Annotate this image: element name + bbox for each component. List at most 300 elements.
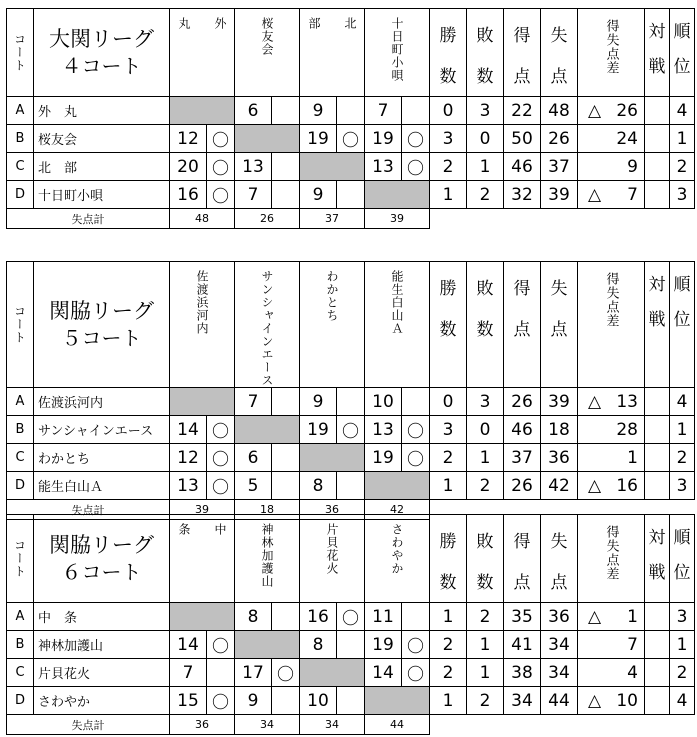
match-value <box>645 472 670 500</box>
team-column-header <box>170 515 235 603</box>
match-score: 9 <box>300 97 337 125</box>
win-mark: 〇 <box>207 631 235 659</box>
match-score: 10 <box>300 687 337 715</box>
rank-header <box>670 262 695 388</box>
losses-header <box>467 9 504 97</box>
team-column-header <box>365 9 430 97</box>
match-score: 19 <box>365 444 402 472</box>
points-against-header <box>541 262 578 388</box>
point-diff-cell <box>578 444 645 472</box>
team-row <box>7 97 695 125</box>
win-mark: 〇 <box>337 603 365 631</box>
match-value <box>645 659 670 687</box>
team-name: 十日町小唄 <box>34 181 170 209</box>
win-mark <box>337 388 365 416</box>
points-against-total: 34 <box>235 715 300 735</box>
match-header <box>645 515 670 603</box>
win-mark <box>272 687 300 715</box>
diff-header <box>578 9 645 97</box>
win-mark: 〇 <box>402 631 430 659</box>
self-match-cell <box>235 631 300 659</box>
points-against-value: 39 <box>541 181 578 209</box>
blank-area <box>430 715 695 735</box>
points-for-header-char: 点 <box>513 320 531 340</box>
match-score: 5 <box>235 472 272 500</box>
losses-value: 0 <box>467 125 504 153</box>
point-diff-value: 7 <box>627 634 638 655</box>
team-column-label: わかとち <box>325 270 339 322</box>
points-against-value: 42 <box>541 472 578 500</box>
match-header <box>645 262 670 388</box>
team-row <box>7 444 695 472</box>
points-for-header <box>504 9 541 97</box>
win-mark <box>337 472 365 500</box>
team-column-header <box>170 262 235 388</box>
points-against-total: 26 <box>235 209 300 229</box>
win-mark: 〇 <box>207 181 235 209</box>
wins-value: 2 <box>430 444 467 472</box>
point-diff-cell <box>578 181 645 209</box>
match-header-char: 戦 <box>648 310 666 330</box>
win-mark <box>272 97 300 125</box>
team-column-label: 神林加護山 <box>260 523 274 588</box>
points-against-total: 48 <box>170 209 235 229</box>
match-score: 6 <box>235 97 272 125</box>
win-mark: 〇 <box>402 153 430 181</box>
match-header-char: 対 <box>648 275 666 295</box>
header-row <box>7 515 695 603</box>
court-letter: D <box>7 181 34 209</box>
match-score: 13 <box>365 153 402 181</box>
match-value <box>645 631 670 659</box>
match-header-char: 対 <box>648 22 666 42</box>
team-name: 能生白山Ａ <box>34 472 170 500</box>
team-row <box>7 603 695 631</box>
negative-mark: △ <box>588 184 602 205</box>
point-diff-cell <box>578 631 645 659</box>
match-score: 16 <box>170 181 207 209</box>
rank-value: 1 <box>670 125 695 153</box>
league-title-cell <box>34 9 170 97</box>
league-court: ５コート <box>61 326 142 351</box>
court-letter: B <box>7 125 34 153</box>
match-score: 14 <box>365 659 402 687</box>
points-for-value: 26 <box>504 472 541 500</box>
league-table <box>6 261 695 520</box>
win-mark <box>402 97 430 125</box>
team-column-header <box>235 9 300 97</box>
match-score: 6 <box>235 444 272 472</box>
league-court: ６コート <box>61 560 142 585</box>
diff-header-label: 得失点差 <box>603 525 619 581</box>
point-diff-value: 24 <box>616 128 638 149</box>
diff-header <box>578 515 645 603</box>
court-letter: A <box>7 603 34 631</box>
match-value <box>645 603 670 631</box>
match-score: 19 <box>365 125 402 153</box>
wins-value: 3 <box>430 416 467 444</box>
negative-mark: △ <box>588 100 602 121</box>
match-score: 8 <box>300 631 337 659</box>
match-score: 14 <box>170 416 207 444</box>
match-score: 17 <box>235 659 272 687</box>
team-column-label: 北 部 <box>307 17 357 30</box>
self-match-cell <box>365 687 430 715</box>
point-diff-cell <box>578 97 645 125</box>
point-diff-value: 28 <box>616 419 638 440</box>
team-name: 外 丸 <box>34 97 170 125</box>
points-against-header-char: 点 <box>550 67 568 87</box>
points-against-value: 36 <box>541 603 578 631</box>
losses-header-char: 数 <box>476 573 494 593</box>
point-diff-value: 16 <box>616 475 638 496</box>
match-value <box>645 416 670 444</box>
league-court: ４コート <box>61 54 142 79</box>
win-mark <box>207 659 235 687</box>
wins-header-char: 数 <box>439 573 457 593</box>
match-score: 15 <box>170 687 207 715</box>
wins-header <box>430 515 467 603</box>
points-for-value: 32 <box>504 181 541 209</box>
match-score: 9 <box>235 687 272 715</box>
team-row <box>7 153 695 181</box>
team-column-header <box>300 262 365 388</box>
win-mark: 〇 <box>207 444 235 472</box>
points-for-header-char: 点 <box>513 67 531 87</box>
points-against-header-char: 失 <box>550 26 568 46</box>
points-against-total-label: 失点計 <box>7 500 170 520</box>
court-header-label: コート <box>12 33 27 72</box>
team-column-label: 十日町小唄 <box>390 17 404 82</box>
match-value <box>645 97 670 125</box>
wins-value: 0 <box>430 97 467 125</box>
losses-header-char: 数 <box>476 320 494 340</box>
point-diff-value: 9 <box>627 156 638 177</box>
point-diff-value: 1 <box>627 447 638 468</box>
header-row <box>7 262 695 388</box>
points-for-value: 46 <box>504 416 541 444</box>
points-against-header-char: 点 <box>550 573 568 593</box>
match-score: 8 <box>235 603 272 631</box>
losses-value: 2 <box>467 181 504 209</box>
losses-value: 0 <box>467 416 504 444</box>
rank-header <box>670 515 695 603</box>
win-mark: 〇 <box>402 125 430 153</box>
points-for-value: 22 <box>504 97 541 125</box>
negative-mark: △ <box>588 606 602 627</box>
league-title: 関脇リーグ <box>49 298 154 323</box>
win-mark <box>272 472 300 500</box>
match-header-char: 戦 <box>648 563 666 583</box>
court-header <box>7 515 34 603</box>
match-score: 11 <box>365 603 402 631</box>
points-against-value: 36 <box>541 444 578 472</box>
match-score: 14 <box>170 631 207 659</box>
court-header-label: コート <box>12 305 27 344</box>
wins-value: 2 <box>430 631 467 659</box>
points-against-header-char: 点 <box>550 320 568 340</box>
win-mark: 〇 <box>207 687 235 715</box>
league-title: 大関リーグ <box>49 26 154 51</box>
points-against-total-row <box>7 209 695 229</box>
match-score: 13 <box>235 153 272 181</box>
team-column-header <box>235 262 300 388</box>
match-value <box>645 125 670 153</box>
match-score: 10 <box>365 388 402 416</box>
win-mark: 〇 <box>402 444 430 472</box>
match-header-char: 対 <box>648 528 666 548</box>
points-against-header-char: 失 <box>550 279 568 299</box>
self-match-cell <box>170 97 235 125</box>
team-column-label: 桜友会 <box>260 17 274 56</box>
team-row <box>7 388 695 416</box>
negative-mark: △ <box>588 690 602 711</box>
rank-header-char: 順 <box>673 275 691 295</box>
points-against-total-row <box>7 715 695 735</box>
win-mark: 〇 <box>337 125 365 153</box>
points-for-value: 35 <box>504 603 541 631</box>
win-mark <box>337 631 365 659</box>
header-row <box>7 9 695 97</box>
match-score: 12 <box>170 444 207 472</box>
match-value <box>645 388 670 416</box>
self-match-cell <box>170 603 235 631</box>
negative-mark: △ <box>588 475 602 496</box>
points-against-total-label: 失点計 <box>7 715 170 735</box>
point-diff-value: 13 <box>616 391 638 412</box>
points-for-header-char: 得 <box>513 26 531 46</box>
win-mark: 〇 <box>207 125 235 153</box>
rank-value: 2 <box>670 659 695 687</box>
losses-header <box>467 262 504 388</box>
points-for-value: 41 <box>504 631 541 659</box>
self-match-cell <box>235 125 300 153</box>
court-letter: C <box>7 659 34 687</box>
team-name: 佐渡浜河内 <box>34 388 170 416</box>
wins-header-char: 勝 <box>439 26 457 46</box>
match-value <box>645 687 670 715</box>
team-column-header <box>170 9 235 97</box>
rank-header-char: 位 <box>673 310 691 330</box>
match-header-char: 戦 <box>648 57 666 77</box>
rank-value: 3 <box>670 181 695 209</box>
points-against-value: 18 <box>541 416 578 444</box>
team-name: 片貝花火 <box>34 659 170 687</box>
match-score: 19 <box>365 631 402 659</box>
team-column-header <box>365 515 430 603</box>
point-diff-value: 7 <box>627 184 638 205</box>
points-for-header-char: 得 <box>513 279 531 299</box>
points-against-total: 34 <box>300 715 365 735</box>
rank-value: 1 <box>670 631 695 659</box>
losses-header-char: 敗 <box>476 279 494 299</box>
points-against-header <box>541 515 578 603</box>
points-against-total: 39 <box>365 209 430 229</box>
team-column-label: 佐渡浜河内 <box>195 270 209 335</box>
losses-header-char: 敗 <box>476 26 494 46</box>
win-mark: 〇 <box>337 416 365 444</box>
team-row <box>7 687 695 715</box>
team-column-label: 外 丸 <box>177 17 227 30</box>
team-name: 神林加護山 <box>34 631 170 659</box>
team-row <box>7 416 695 444</box>
point-diff-value: 1 <box>627 606 638 627</box>
team-column-label: 能生白山Ａ <box>390 270 404 335</box>
win-mark: 〇 <box>207 416 235 444</box>
self-match-cell <box>170 388 235 416</box>
court-header <box>7 9 34 97</box>
match-score: 13 <box>365 416 402 444</box>
losses-value: 3 <box>467 388 504 416</box>
match-score: 19 <box>300 416 337 444</box>
points-against-value: 48 <box>541 97 578 125</box>
losses-value: 3 <box>467 97 504 125</box>
points-against-value: 26 <box>541 125 578 153</box>
team-name: サンシャインエース <box>34 416 170 444</box>
wins-value: 1 <box>430 603 467 631</box>
team-column-header <box>300 9 365 97</box>
win-mark: 〇 <box>207 153 235 181</box>
points-for-value: 50 <box>504 125 541 153</box>
team-row <box>7 659 695 687</box>
losses-header-char: 敗 <box>476 532 494 552</box>
team-row <box>7 631 695 659</box>
rank-value: 3 <box>670 472 695 500</box>
match-score: 7 <box>170 659 207 687</box>
match-score: 16 <box>300 603 337 631</box>
wins-value: 2 <box>430 153 467 181</box>
point-diff-cell <box>578 125 645 153</box>
rank-value: 4 <box>670 388 695 416</box>
wins-header-char: 数 <box>439 320 457 340</box>
points-for-header <box>504 515 541 603</box>
point-diff-cell <box>578 472 645 500</box>
team-name: わかとち <box>34 444 170 472</box>
wins-header-char: 数 <box>439 67 457 87</box>
match-score: 19 <box>300 125 337 153</box>
match-score: 7 <box>235 388 272 416</box>
wins-value: 3 <box>430 125 467 153</box>
point-diff-cell <box>578 153 645 181</box>
wins-header-char: 勝 <box>439 532 457 552</box>
point-diff-value: 26 <box>616 100 638 121</box>
losses-value: 1 <box>467 659 504 687</box>
points-for-value: 34 <box>504 687 541 715</box>
losses-header-char: 数 <box>476 67 494 87</box>
points-against-header-char: 失 <box>550 532 568 552</box>
points-against-value: 34 <box>541 659 578 687</box>
blank-area <box>430 209 695 229</box>
self-match-cell <box>300 444 365 472</box>
losses-header <box>467 515 504 603</box>
win-mark: 〇 <box>402 659 430 687</box>
match-score: 20 <box>170 153 207 181</box>
team-row <box>7 472 695 500</box>
points-for-value: 46 <box>504 153 541 181</box>
win-mark <box>272 388 300 416</box>
points-against-total: 39 <box>170 500 235 520</box>
rank-header-char: 位 <box>673 563 691 583</box>
points-against-value: 44 <box>541 687 578 715</box>
points-against-value: 34 <box>541 631 578 659</box>
rank-value: 1 <box>670 416 695 444</box>
win-mark: 〇 <box>402 416 430 444</box>
court-letter: A <box>7 97 34 125</box>
court-letter: C <box>7 153 34 181</box>
points-against-total: 42 <box>365 500 430 520</box>
losses-value: 1 <box>467 444 504 472</box>
points-against-total-label: 失点計 <box>7 209 170 229</box>
team-column-label: サンシャインエース <box>260 270 274 387</box>
points-against-total: 37 <box>300 209 365 229</box>
match-score: 8 <box>300 472 337 500</box>
win-mark <box>337 97 365 125</box>
match-score: 7 <box>365 97 402 125</box>
match-value <box>645 181 670 209</box>
team-column-label: さわやか <box>390 523 404 575</box>
team-name: 北 部 <box>34 153 170 181</box>
win-mark <box>402 388 430 416</box>
rank-header-char: 順 <box>673 528 691 548</box>
rank-value: 4 <box>670 97 695 125</box>
point-diff-value: 10 <box>616 690 638 711</box>
wins-header <box>430 9 467 97</box>
team-column-label: 片貝花火 <box>325 523 339 575</box>
wins-value: 0 <box>430 388 467 416</box>
self-match-cell <box>235 416 300 444</box>
losses-value: 1 <box>467 631 504 659</box>
team-column-header <box>300 515 365 603</box>
point-diff-value: 4 <box>627 662 638 683</box>
league-table <box>6 514 695 735</box>
rank-value: 4 <box>670 687 695 715</box>
team-column-header <box>235 515 300 603</box>
win-mark: 〇 <box>207 472 235 500</box>
league-table <box>6 8 695 229</box>
rank-value: 2 <box>670 153 695 181</box>
points-against-total: 36 <box>170 715 235 735</box>
point-diff-cell <box>578 659 645 687</box>
win-mark: 〇 <box>272 659 300 687</box>
league-title-cell <box>34 515 170 603</box>
team-row <box>7 181 695 209</box>
points-for-header-char: 得 <box>513 532 531 552</box>
diff-header <box>578 262 645 388</box>
diff-header-label: 得失点差 <box>603 272 619 328</box>
court-letter: A <box>7 388 34 416</box>
wins-value: 2 <box>430 659 467 687</box>
match-score: 13 <box>170 472 207 500</box>
rank-value: 2 <box>670 444 695 472</box>
match-value <box>645 153 670 181</box>
wins-header-char: 勝 <box>439 279 457 299</box>
wins-value: 1 <box>430 472 467 500</box>
rank-header-char: 順 <box>673 22 691 42</box>
win-mark <box>337 687 365 715</box>
points-against-header <box>541 9 578 97</box>
win-mark <box>272 603 300 631</box>
points-for-value: 26 <box>504 388 541 416</box>
point-diff-cell <box>578 388 645 416</box>
court-letter: D <box>7 687 34 715</box>
match-value <box>645 444 670 472</box>
self-match-cell <box>300 153 365 181</box>
losses-value: 1 <box>467 153 504 181</box>
points-for-value: 38 <box>504 659 541 687</box>
points-against-total: 18 <box>235 500 300 520</box>
losses-value: 2 <box>467 603 504 631</box>
match-score: 9 <box>300 388 337 416</box>
